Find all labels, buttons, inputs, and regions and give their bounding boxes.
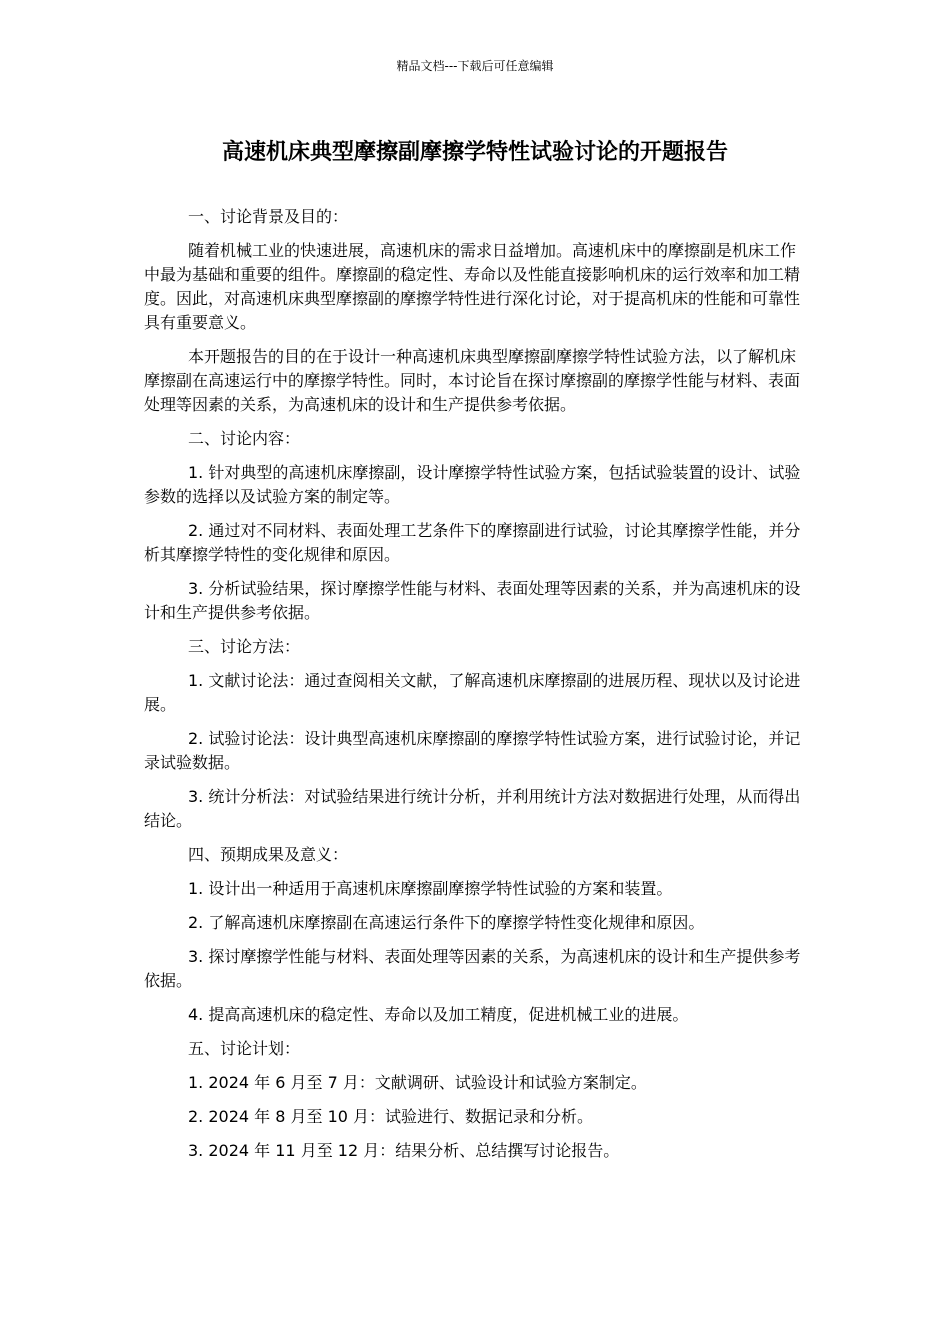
list-item: 3. 2024 年 11 月至 12 月：结果分析、总结撰写讨论报告。 xyxy=(188,1141,620,1160)
list-item: 3. 分析试验结果，探讨摩擦学性能与材料、表面处理等因素的关系，并为高速机床的设计和生产提供参考依据。 xyxy=(144,579,801,622)
section-heading-content: 二、讨论内容： xyxy=(188,429,301,448)
section-heading-plan: 五、讨论计划： xyxy=(188,1039,301,1058)
section-heading-background: 一、讨论背景及目的： xyxy=(188,207,349,226)
list-item: 2. 通过对不同材料、表面处理工艺条件下的摩擦副进行试验，讨论其摩擦学性能，并分析其摩擦学特性的变化规律和原因。 xyxy=(144,521,801,564)
paragraph-background: 随着机械工业的快速进展，高速机床的需求日益增加。高速机床中的摩擦副是机床工作中最为基础和重要的组件。摩擦副的稳定性、寿命以及性能直接影响机床的运行效率和加工精度。因此，对高速机床典型摩擦副的摩擦学特性进行深化讨论，对于提高机床的性能和可靠性具有重要意义。 xyxy=(144,241,801,332)
list-item: 4. 提高高速机床的稳定性、寿命以及加工精度，促进机械工业的进展。 xyxy=(188,1005,689,1024)
section-heading-outcomes: 四、预期成果及意义： xyxy=(188,845,349,864)
list-item: 3. 统计分析法：对试验结果进行统计分析，并利用统计方法对数据进行处理，从而得出结论。 xyxy=(144,787,801,830)
document-body xyxy=(144,205,806,1173)
list-item: 2. 试验讨论法：设计典型高速机床摩擦副的摩擦学特性试验方案，进行试验讨论，并记录试验数据。 xyxy=(144,729,801,772)
list-item: 2. 2024 年 8 月至 10 月：试验进行、数据记录和分析。 xyxy=(188,1107,594,1126)
section-heading-methods: 三、讨论方法： xyxy=(188,637,301,656)
list-item: 2. 了解高速机床摩擦副在高速运行条件下的摩擦学特性变化规律和原因。 xyxy=(188,913,705,932)
paragraph-purpose: 本开题报告的目的在于设计一种高速机床典型摩擦副摩擦学特性试验方法，以了解机床摩擦副在高速运行中的摩擦学特性。同时，本讨论旨在探讨摩擦副的摩擦学性能与材料、表面处理等因素的关系，为高速机床的设计和生产提供参考依据。 xyxy=(144,347,801,414)
list-item: 1. 设计出一种适用于高速机床摩擦副摩擦学特性试验的方案和装置。 xyxy=(188,879,673,898)
list-item: 1. 文献讨论法：通过查阅相关文献，了解高速机床摩擦副的进展历程、现状以及讨论进展。 xyxy=(144,671,801,714)
page-header: 精品文档---下载后可任意编辑 xyxy=(396,59,554,73)
list-item: 3. 探讨摩擦学性能与材料、表面处理等因素的关系，为高速机床的设计和生产提供参考依据。 xyxy=(144,947,801,990)
document-title: 高速机床典型摩擦副摩擦学特性试验讨论的开题报告 xyxy=(221,140,728,165)
list-item: 1. 2024 年 6 月至 7 月：文献调研、试验设计和试验方案制定。 xyxy=(188,1073,647,1092)
list-item: 1. 针对典型的高速机床摩擦副，设计摩擦学特性试验方案，包括试验装置的设计、试验参数的选择以及试验方案的制定等。 xyxy=(144,463,801,506)
